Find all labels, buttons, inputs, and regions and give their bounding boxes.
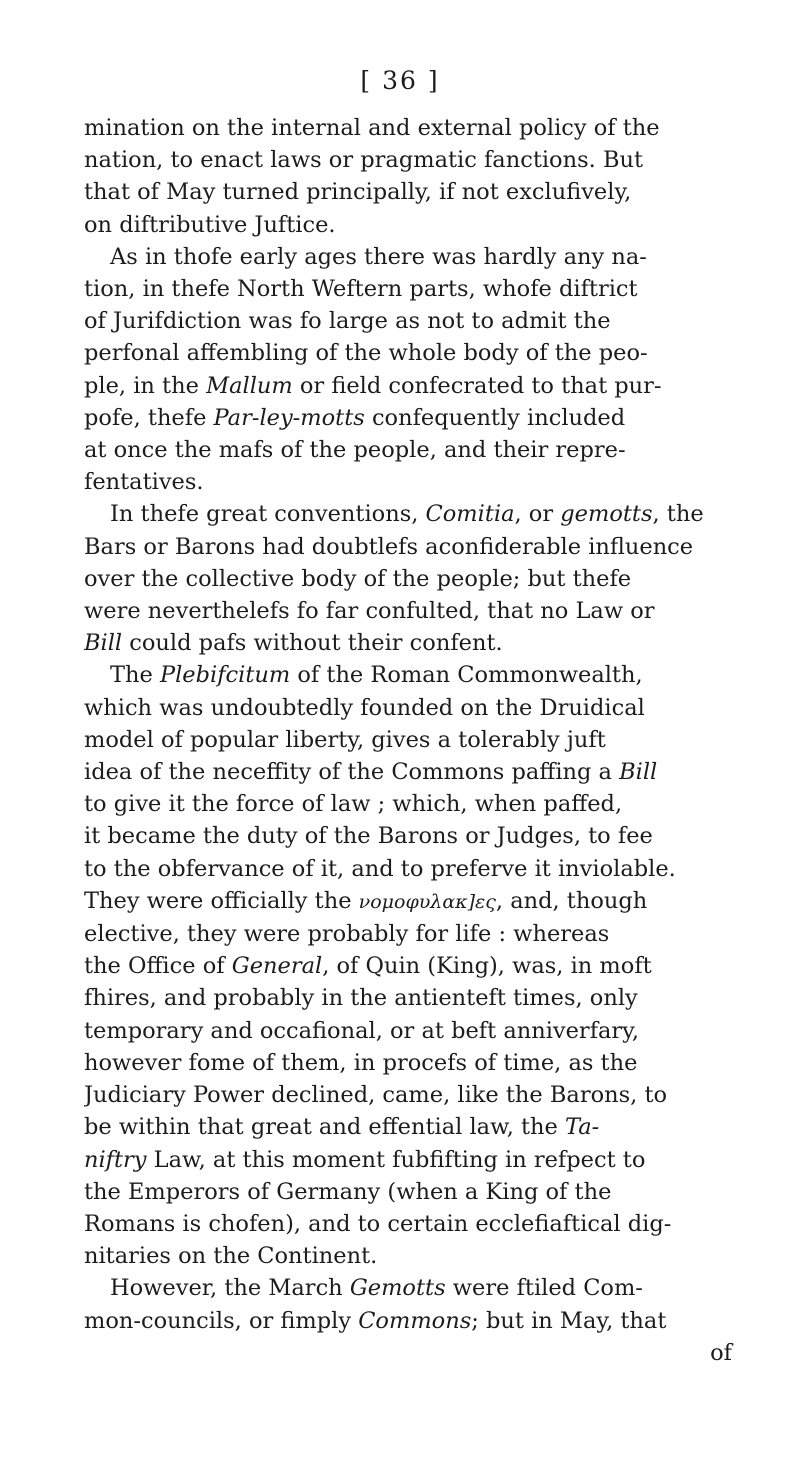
text-segment: tion, in thefe North Weftern parts, whofe diftrict bbox=[84, 276, 638, 303]
italic-text: Bill bbox=[619, 759, 658, 786]
text-line bbox=[84, 209, 734, 241]
text-segment: As in thofe early ages there was hardly any na- bbox=[110, 243, 647, 270]
text-line bbox=[84, 305, 734, 337]
text-line bbox=[84, 820, 734, 852]
text-line bbox=[84, 692, 734, 724]
text-line bbox=[84, 788, 734, 820]
text-segment: idea of the neceffity of the Commons paffing a bbox=[84, 759, 620, 786]
text-segment: at once the mafs of the people, and their repre- bbox=[84, 437, 626, 464]
text-segment: nitaries on the Continent. bbox=[84, 1243, 378, 1270]
text-segment: over the collective body of the people; but thefe bbox=[84, 565, 632, 592]
text-segment: of the Roman Commonwealth, bbox=[290, 662, 643, 689]
italic-text: Commons bbox=[358, 1307, 472, 1334]
text-line bbox=[84, 1079, 734, 1111]
text-segment: Bars or Barons had doubtlefs aconfiderable influence bbox=[84, 533, 694, 560]
text-line bbox=[84, 144, 734, 176]
text-segment: fhires, and probably in the antienteft times, only bbox=[84, 985, 638, 1012]
text-line bbox=[84, 434, 734, 466]
italic-text: νομοφυλακ]ες bbox=[358, 890, 496, 913]
text-segment: , and, though bbox=[495, 887, 648, 914]
text-line bbox=[84, 853, 734, 885]
text-segment: to the obfervance of it, and to preferve it inviolable. bbox=[84, 855, 676, 882]
italic-text: Ta- bbox=[565, 1114, 600, 1141]
text-line bbox=[84, 1240, 734, 1272]
text-line bbox=[84, 724, 734, 756]
text-segment: pofe, thefe bbox=[84, 404, 214, 431]
italic-text: Bill bbox=[84, 630, 123, 657]
text-segment: to give it the force of law ; which, when paffed, bbox=[84, 791, 623, 818]
text-segment: the Emperors of Germany (when a King of the bbox=[84, 1178, 612, 1205]
text-segment: They were officially the bbox=[84, 887, 359, 914]
text-segment: Romans is chofen), and to certain ecclefiaftical dig- bbox=[84, 1210, 672, 1237]
text-line bbox=[84, 563, 734, 595]
text-segment: of Jurifdiction was fo large as not to admit the bbox=[84, 308, 611, 335]
text-segment: mination on the internal and external policy of the bbox=[84, 115, 660, 141]
text-segment: Judiciary Power declined, came, like the Barons, to bbox=[84, 1082, 668, 1109]
text-segment: perfonal affembling of the whole body of the peo- bbox=[84, 340, 648, 367]
text-segment: , of Quin (King), was, in moft bbox=[322, 953, 652, 980]
text-line bbox=[84, 950, 734, 982]
text-line bbox=[84, 982, 734, 1014]
text-line bbox=[84, 1047, 734, 1079]
text-line bbox=[84, 627, 734, 659]
text-segment: fentatives. bbox=[84, 469, 204, 496]
text-line bbox=[84, 273, 734, 305]
text-segment: on diftributive Juftice. bbox=[84, 211, 336, 238]
body-text bbox=[84, 112, 734, 1369]
italic-text: gemotts bbox=[560, 501, 653, 528]
text-segment: ple, in the bbox=[84, 372, 207, 399]
text-line bbox=[84, 885, 734, 918]
text-line bbox=[84, 1176, 734, 1208]
text-segment: model of popular liberty, gives a tolerably juft bbox=[84, 726, 606, 753]
text-segment: However, the March bbox=[110, 1275, 350, 1302]
text-line bbox=[84, 1208, 734, 1240]
text-segment: which was undoubtedly founded on the Druidical bbox=[84, 694, 645, 721]
text-line bbox=[84, 112, 734, 144]
text-segment: , the bbox=[652, 501, 704, 528]
text-line bbox=[84, 370, 734, 402]
text-segment: were ftiled Com- bbox=[445, 1275, 643, 1302]
text-segment: , or bbox=[514, 501, 561, 528]
text-line bbox=[84, 498, 734, 530]
text-line bbox=[84, 337, 734, 369]
text-line bbox=[84, 1111, 734, 1143]
text-line bbox=[84, 756, 734, 788]
text-line bbox=[84, 659, 734, 691]
text-line bbox=[84, 1015, 734, 1047]
text-segment: Law, at this moment fubfifting in refpect to bbox=[146, 1146, 646, 1173]
italic-text: General bbox=[231, 953, 323, 980]
text-line bbox=[84, 241, 734, 273]
text-line bbox=[84, 176, 734, 208]
italic-text: niftry bbox=[84, 1146, 147, 1173]
text-segment: were neverthelefs fo far confulted, that no Law or bbox=[84, 598, 655, 625]
italic-text: Comitia bbox=[425, 501, 515, 528]
text-segment: elective, they were probably for life : whereas bbox=[84, 921, 610, 948]
text-segment: or field confecrated to that pur- bbox=[292, 372, 662, 399]
italic-text: Par-ley-motts bbox=[213, 404, 365, 431]
text-segment: could pafs without their confent. bbox=[122, 630, 503, 657]
text-line bbox=[84, 1272, 734, 1304]
catchword: of bbox=[710, 1339, 732, 1366]
text-segment: that of May turned principally, if not exclufively, bbox=[84, 179, 632, 206]
text-segment: confequently included bbox=[364, 404, 626, 431]
text-line bbox=[84, 1305, 734, 1337]
text-line bbox=[84, 402, 734, 434]
italic-text: Gemotts bbox=[349, 1275, 446, 1302]
text-segment: it became the duty of the Barons or Judges, to fee bbox=[84, 823, 653, 850]
page-header: [ 36 ] bbox=[360, 66, 440, 95]
text-line bbox=[84, 918, 734, 950]
text-line bbox=[84, 595, 734, 627]
italic-text: Mallum bbox=[206, 372, 293, 399]
text-segment: temporary and occafional, or at beft anniverfary, bbox=[84, 1017, 640, 1044]
text-segment: The bbox=[110, 662, 160, 689]
text-line bbox=[84, 1144, 734, 1176]
text-segment: however fome of them, in procefs of time, as the bbox=[84, 1049, 638, 1076]
italic-text: Plebifcitum bbox=[159, 662, 291, 689]
text-segment: nation, to enact laws or pragmatic fanctions. But bbox=[84, 147, 644, 174]
text-segment: In thefe great conventions, bbox=[110, 501, 426, 528]
text-line bbox=[84, 531, 734, 563]
text-segment: be within that great and effential law, the bbox=[84, 1114, 565, 1141]
text-segment: the Office of bbox=[84, 953, 232, 980]
text-line bbox=[84, 466, 734, 498]
text-segment: mon-councils, or fimply bbox=[84, 1307, 359, 1334]
text-segment: ; but in May, that bbox=[471, 1307, 667, 1334]
